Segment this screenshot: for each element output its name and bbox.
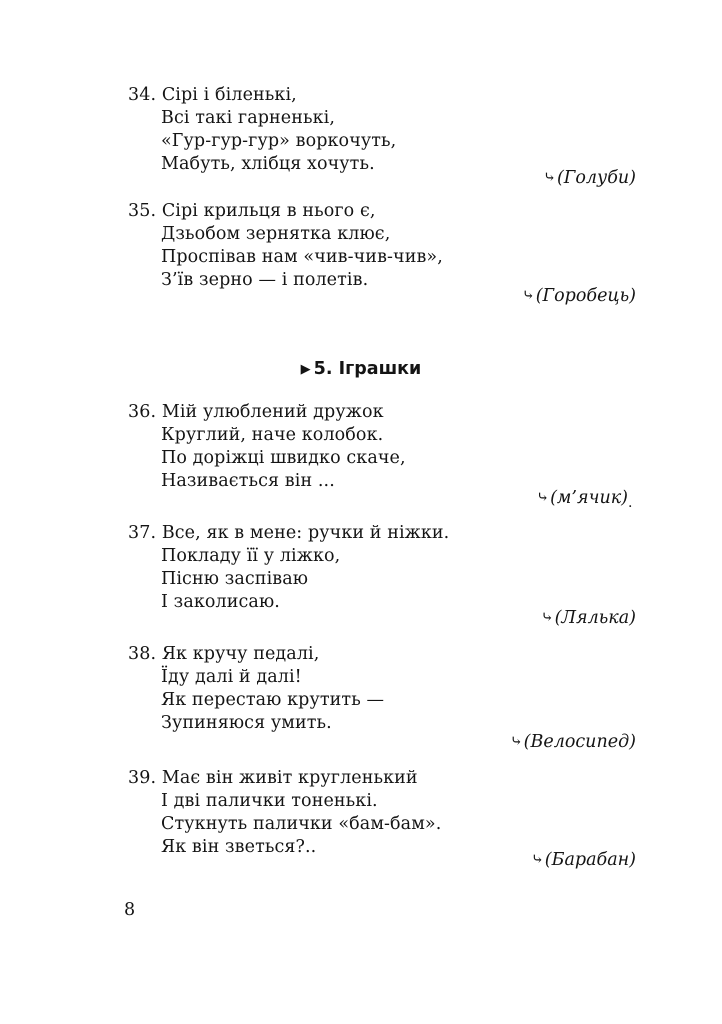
page-number: 8 <box>124 900 136 920</box>
curved-arrow-icon: ⤷ <box>541 608 554 626</box>
riddle-number: 39. <box>128 768 157 788</box>
riddle-line: Круглий, наче колобок. <box>161 425 384 445</box>
riddle-35 <box>128 200 636 306</box>
curved-arrow-icon: ⤷ <box>522 286 535 304</box>
curved-arrow-icon: ⤷ <box>543 168 556 186</box>
curved-arrow-icon: ⤷ <box>531 850 544 868</box>
riddle-line: «Гур-гур-гур» воркочуть, <box>161 131 397 151</box>
curved-arrow-icon: ⤷ <box>536 488 550 506</box>
triangle-right-icon: ▶ <box>300 362 311 377</box>
riddle-line: 37. Все, як в мене: ручки й ніжки. <box>128 523 450 543</box>
riddle-line: Зупиняюся умить. <box>161 713 332 733</box>
riddle-line: 36. Мій улюблений дружок <box>128 402 384 422</box>
riddle-number: 34. <box>128 85 157 105</box>
riddle-line: Стукнуть палички «бам-бам». <box>161 814 442 834</box>
riddle-number: 38. <box>128 644 157 664</box>
riddle-line: Покладу її у ліжко, <box>161 546 341 566</box>
riddle-line: 39. Має він живіт кругленький <box>128 768 418 788</box>
riddle-38 <box>128 643 636 752</box>
riddle-34 <box>128 84 636 188</box>
riddle-answer: ⤷(Лялька) <box>541 608 636 628</box>
section-heading: ▶ 5. Іграшки <box>0 357 722 383</box>
riddle-line: 34. Сірі і біленькі, <box>128 85 297 105</box>
riddle-line: Називається він ... <box>161 471 335 491</box>
riddle-line: Проспівав нам «чив-чив-чив», <box>161 247 443 267</box>
riddle-line: Як перестаю крутить — <box>161 690 385 710</box>
riddle-line: Пісню заспіваю <box>161 569 309 589</box>
riddle-line: Всі такі гарненькі, <box>161 108 336 128</box>
riddle-number: 37. <box>128 523 157 543</box>
riddle-36 <box>128 401 636 508</box>
riddle-number: 35. <box>128 201 157 221</box>
riddle-line: Як він зветься?.. <box>161 837 317 857</box>
stray-dot: . <box>628 495 633 511</box>
riddle-37 <box>128 522 636 628</box>
riddle-number: 36. <box>128 402 157 422</box>
riddle-line: Дзьобом зернятка клює, <box>161 224 391 244</box>
riddle-line: 35. Сірі крильця в нього є, <box>128 201 376 221</box>
riddle-answer: ⤷(Горобець) <box>522 286 636 306</box>
riddle-answer: ⤷(Барабан) <box>531 850 636 870</box>
riddle-line: По доріжці швидко скаче, <box>161 448 406 468</box>
riddle-39 <box>128 767 636 870</box>
riddle-answer: ⤷(Велосипед) <box>510 732 636 752</box>
curved-arrow-icon: ⤷ <box>510 732 523 750</box>
riddle-line: 38. Як кручу педалі, <box>128 644 320 664</box>
riddle-line: І дві палички тоненькі. <box>161 791 378 811</box>
riddle-answer: ⤷(Голуби) <box>543 168 636 188</box>
riddle-answer: ⤷(м’ячик) <box>536 488 628 508</box>
riddle-line: Мабуть, хлібця хочуть. <box>161 154 375 174</box>
riddle-line: І заколисаю. <box>161 592 280 612</box>
riddle-line: З’їв зерно — і полетів. <box>161 270 369 290</box>
riddle-line: Їду далі й далі! <box>161 667 302 687</box>
